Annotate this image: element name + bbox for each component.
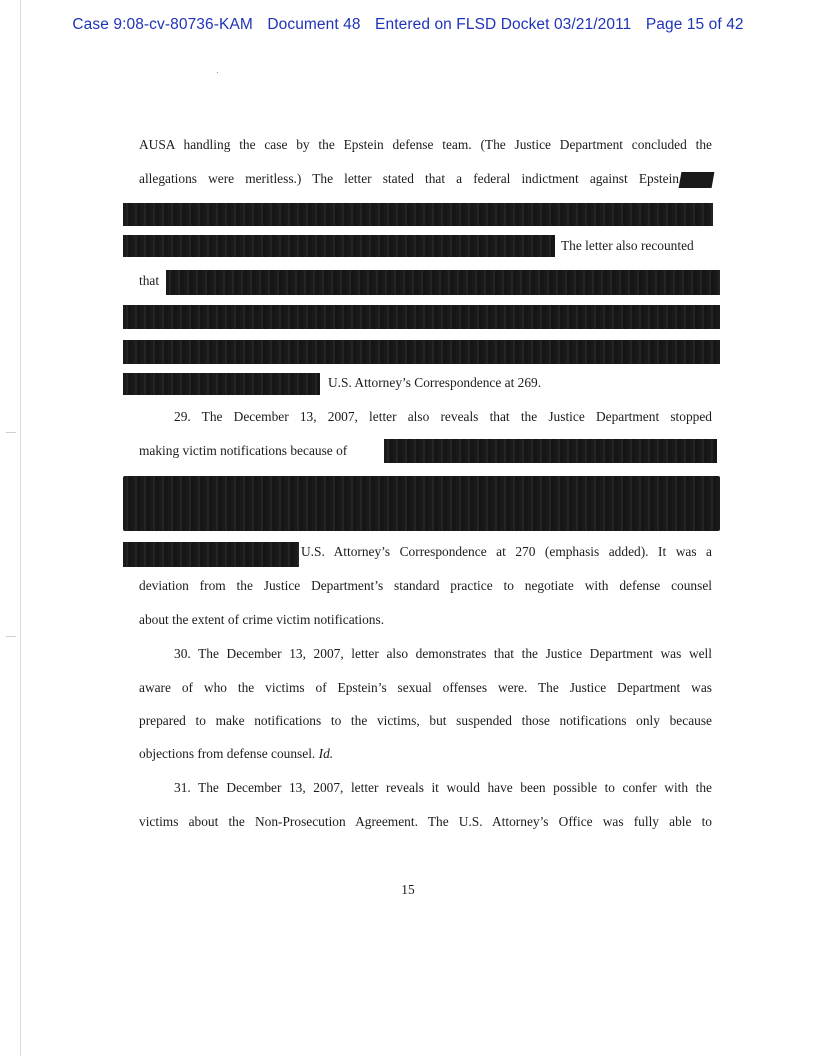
body-line: The letter also recounted xyxy=(561,238,694,253)
margin-mark xyxy=(6,636,16,637)
redaction-block xyxy=(123,476,720,531)
paragraph-29-line: about the extent of crime victim notifications. xyxy=(139,612,385,627)
body-line: allegations were meritless.) The letter stated that a federal indictment against Epstein xyxy=(139,171,679,186)
paragraph-30-text: objections from defense counsel. xyxy=(139,746,316,761)
page-of: Page 15 of 42 xyxy=(645,16,744,33)
entered-date: Entered on FLSD Docket 03/21/2011 xyxy=(375,16,632,33)
page-number: 15 xyxy=(401,882,415,897)
scan-speck xyxy=(217,72,218,73)
paragraph-30-line: prepared to make notifications to the victims, but suspended those notifications only because xyxy=(139,713,712,728)
paragraph-29-line: deviation from the Justice Department’s standard practice to negotiate with defense counsel xyxy=(139,578,712,593)
paragraph-29-line: U.S. Attorney’s Correspondence at 270 (emphasis added). It was a xyxy=(301,544,712,559)
paragraph-31-line: 31. The December 13, 2007, letter reveals it would have been possible to confer with the xyxy=(174,780,712,795)
paragraph-30-line xyxy=(139,746,333,762)
docket-header xyxy=(0,16,816,34)
redaction-block xyxy=(123,542,299,567)
redaction-block xyxy=(166,270,720,295)
redaction-block xyxy=(679,172,715,188)
redaction-block xyxy=(123,373,320,395)
body-line: that xyxy=(139,273,160,288)
paragraph-31-line: victims about the Non-Prosecution Agreement. The U.S. Attorney’s Office was fully able to xyxy=(139,814,712,829)
redaction-block xyxy=(384,439,717,463)
case-number: Case 9:08-cv-80736-KAM xyxy=(72,16,253,33)
citation-id: Id. xyxy=(318,746,334,761)
body-line: AUSA handling the case by the Epstein defense team. (The Justice Department concluded the xyxy=(139,137,712,152)
paragraph-30-line: 30. The December 13, 2007, letter also demonstrates that the Justice Department was well xyxy=(174,646,712,661)
paragraph-29-line: making victim notifications because of xyxy=(139,443,348,458)
redaction-block xyxy=(123,203,713,226)
redaction-block xyxy=(123,305,720,329)
paragraph-29-line: 29. The December 13, 2007, letter also reveals that the Justice Department stopped xyxy=(174,409,712,424)
redaction-block xyxy=(123,340,720,364)
redaction-block xyxy=(123,235,555,257)
body-line: U.S. Attorney’s Correspondence at 269. xyxy=(328,375,542,390)
document-number: Document 48 xyxy=(267,16,361,33)
margin-mark xyxy=(6,432,16,433)
paragraph-30-line: aware of who the victims of Epstein’s sexual offenses were. The Justice Department was xyxy=(139,680,712,695)
